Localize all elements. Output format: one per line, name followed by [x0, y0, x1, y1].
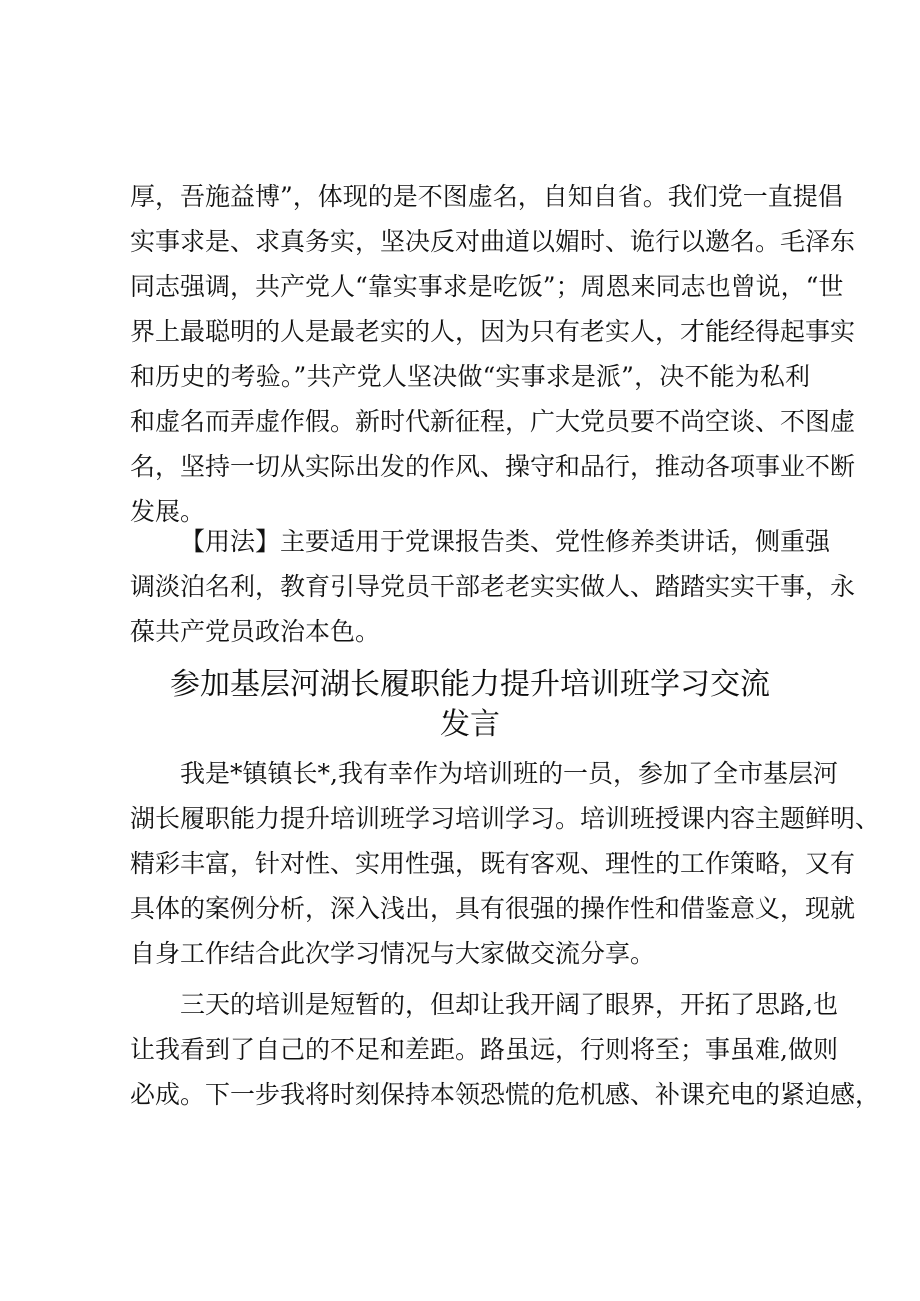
paragraph-line: 和虚名而弄虚作假。新时代新征程，广大党员要不尚空谈、不图虚: [130, 407, 856, 436]
paragraph-line: 名，坚持一切从实际出发的作风、操守和品行，推动各项事业不断: [130, 452, 856, 481]
paragraph-line: 同志强调，共产党人“靠实事求是吃饭”；周恩来同志也曾说，“世: [130, 272, 844, 301]
paragraph-line: 界上最聪明的人是最老实的人，因为只有老实人，才能经得起事实: [130, 317, 856, 346]
paragraph-line: 厚，吾施益博”，体现的是不图虚名，自知自省。我们党一直提倡: [130, 182, 843, 211]
paragraph-line: 湖长履职能力提升培训班学习培训学习。培训班授课内容主题鲜明、: [130, 804, 881, 833]
paragraph-line: 发展。: [130, 497, 206, 526]
paragraph-line: 调淡泊名利，教育引导党员干部老老实实做人、踏踏实实干事，永: [130, 572, 856, 601]
heading-line: 发言: [440, 707, 500, 742]
paragraph-line: 我是*镇镇长*,我有幸作为培训班的一员，参加了全市基层河: [180, 759, 838, 788]
paragraph-line: 实事求是、求真务实，坚决反对曲道以媚时、诡行以邀名。毛泽东: [130, 227, 856, 256]
paragraph-line: 葆共产党员政治本色。: [130, 617, 381, 646]
paragraph-line: 具体的案例分析，深入浅出，具有很强的操作性和借鉴意义，现就: [130, 894, 856, 923]
paragraph-line: 三天的培训是短暂的，但却让我开阔了眼界，开拓了思路,也: [180, 990, 838, 1019]
heading-line: 参加基层河湖长履职能力提升培训班学习交流: [170, 667, 770, 702]
paragraph-line: 【用法】主要适用于党课报告类、党性修养类讲话，侧重强: [180, 527, 831, 556]
paragraph-line: 自身工作结合此次学习情况与大家做交流分享。: [130, 939, 656, 968]
paragraph-line: 让我看到了自己的不足和差距。路虽远，行则将至；事虽难,做则: [130, 1035, 838, 1064]
paragraph-line: 和历史的考验。”共产党人坚决做“实事求是派”，决不能为私利: [130, 362, 810, 391]
paragraph-line: 精彩丰富，针对性、实用性强，既有客观、理性的工作策略，又有: [130, 849, 856, 878]
paragraph-line: 必成。下一步我将时刻保持本领恐慌的危机感、补课充电的紧迫感，: [130, 1080, 881, 1109]
